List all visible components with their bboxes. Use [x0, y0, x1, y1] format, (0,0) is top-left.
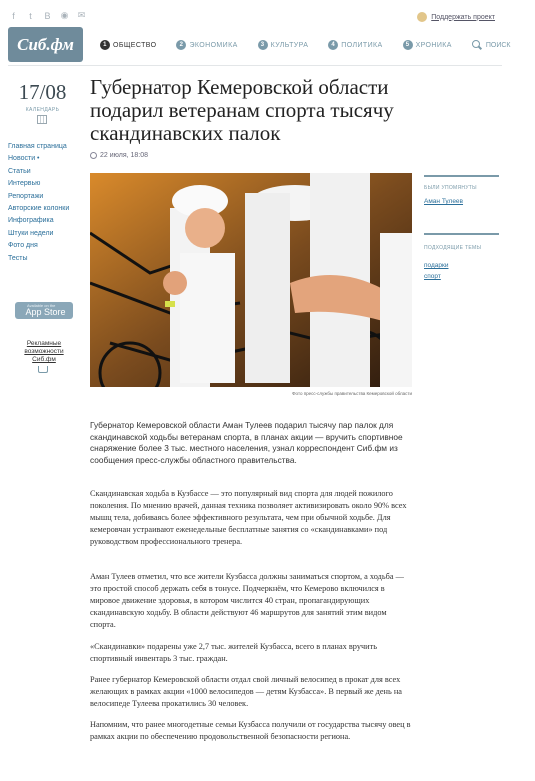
search-button[interactable]: ПОИСК [472, 40, 511, 50]
search-icon [472, 40, 482, 50]
main-nav [100, 40, 510, 50]
nav-item-chronicle[interactable]: 5 ХРОНИКА [403, 40, 452, 50]
article-lead: Губернатор Кемеровской области Аман Тулеев подарил тысячу пар палок для скандинавской ходьбы ветеранам спорта, в планах акции — вручить спортивное снаряжение более 3 тыс. местного населения, узнал корреспондент Сиб.фм из сообщения пресс-службы областного правительства. [90, 420, 403, 465]
article-photo [90, 173, 412, 387]
current-date: 17/08 [18, 80, 67, 104]
sidebar-item-home[interactable]: Главная страница [8, 143, 67, 150]
article-paragraph: «Скандинавки» подарены уже 2,7 тыс. жителей Кузбасса, всего в планах вручить спортивный инвентарь 3 тыс. граждан. [90, 642, 378, 663]
sidebar-menu [8, 143, 69, 267]
sidebar-item-columns[interactable]: Авторские колонки [8, 204, 70, 212]
ads-link[interactable]: Рекламные возможности Сиб.фм [24, 340, 64, 363]
cart-icon[interactable] [38, 366, 48, 373]
sidebar-item-news[interactable]: Новости • [8, 155, 40, 163]
mentioned-label: БЫЛИ УПОМЯНУТЫ [424, 185, 477, 191]
twitter-icon[interactable]: t [29, 10, 32, 21]
support-link[interactable] [417, 12, 495, 22]
nav-item-economy[interactable]: 2 ЭКОНОМИКА [176, 40, 237, 50]
header-divider [8, 65, 502, 66]
article-paragraph: Напомним, что ранее многодетные семьи Кузбасса получили от государства тысячу овец в рамках акции по обеспечению продовольственной безопасности региона. [90, 720, 411, 741]
sidebar-item-photo-of-day[interactable]: Фото дня [8, 242, 38, 250]
site-logo[interactable]: Сиб.фм [8, 27, 83, 62]
sidebar-item-tests[interactable]: Тесты [8, 254, 28, 262]
coin-icon [417, 12, 427, 22]
rss-icon[interactable]: ◉ [60, 10, 69, 20]
mentioned-divider [424, 175, 499, 177]
article-paragraph: Аман Тулеев отметил, что все жители Кузбасса должны заниматься спортом, а ходьба — это простой способ держать себя в тонусе. Подчеркнём, что Кемерово включился в мировое движение здоровья, в котором числится 40 стран, пропагандирующих скандинавскую ходьбу. В области действуют 46 маршрутов для занятий этим видом спорта. [90, 572, 404, 629]
app-store-badge[interactable]: Available on the App Store [15, 302, 73, 319]
clock-icon [90, 152, 97, 159]
sidebar-item-infographics[interactable]: Инфографика [8, 217, 54, 225]
mail-icon[interactable]: ✉ [77, 10, 86, 20]
sidebar-item-things-of-week[interactable]: Штуки недели [8, 229, 54, 237]
article-paragraph: Ранее губернатор Кемеровской области отдал свой личный велосипед в прокат для всех желающих в рамках акции «1000 велосипедов — детям Кузбасса». В первый же день на велосипеде Тулеева прокатились 30 человек. [90, 675, 402, 708]
photo-caption: Фото пресс-службы правительства Кемеровской области [292, 391, 412, 396]
calendar-icon[interactable] [37, 115, 47, 124]
support-label: Поддержать проект [431, 13, 495, 21]
mentioned-link[interactable]: Аман Тулеев [424, 198, 464, 205]
social-icons [8, 10, 87, 21]
sidebar-item-interviews[interactable]: Интервью [8, 180, 41, 188]
sidebar-item-articles[interactable]: Статьи [8, 167, 31, 175]
facebook-icon[interactable]: f [12, 10, 15, 21]
article-title: Губернатор Кемеровской области подарил ветеранам спорта тысячу скандинавских палок [90, 75, 394, 145]
vk-icon[interactable]: B [44, 10, 51, 21]
nav-item-politics[interactable]: 4 ПОЛИТИКА [328, 40, 382, 50]
article-meta [90, 152, 148, 159]
calendar-link[interactable]: КАЛЕНДАРЬ [25, 107, 60, 113]
article-date: 22 июля, 18:08 [100, 152, 149, 159]
sidebar-item-reports[interactable]: Репортажи [8, 192, 44, 200]
topic-link-gifts[interactable]: подарки [424, 262, 449, 269]
nav-item-culture[interactable]: 3 КУЛЬТУРА [258, 40, 309, 50]
topics-label: ПОДХОДЯЩИЕ ТЕМЫ [424, 245, 482, 251]
topics-divider [424, 233, 499, 235]
article-paragraph: Скандинавская ходьба в Кузбассе — это популярный вид спорта для людей пожилого поколения. По мнению врачей, данная техника позволяет активизировать около 90% всех мышц тела, добиваясь более эффективного результата, чем при обычной ходьбе. Для кемеровчан устраивают еженедельные бесплатные занятия со «скандинавками» под руководством профессионального тренера. [90, 489, 407, 546]
nav-item-society[interactable]: 1 ОБЩЕСТВО [100, 40, 156, 50]
topic-link-sport[interactable]: спорт [424, 273, 441, 280]
